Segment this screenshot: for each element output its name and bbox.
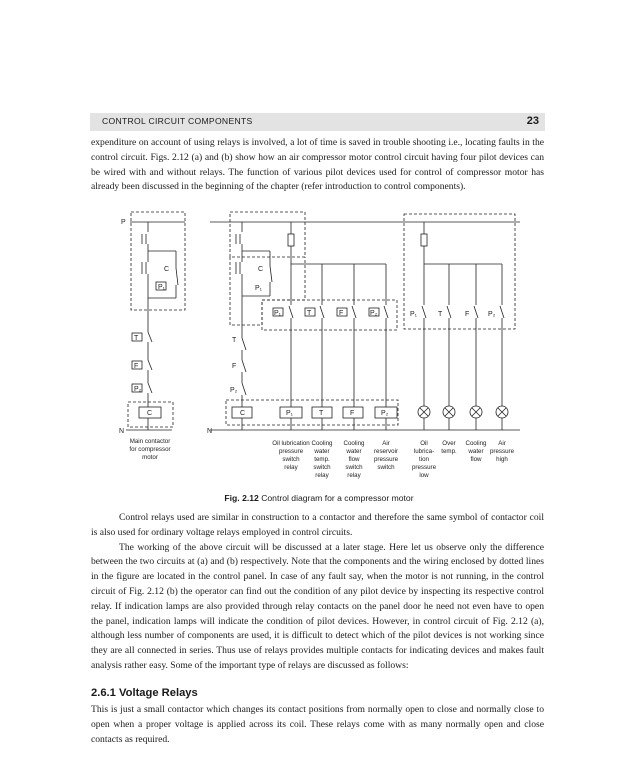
figure-caption [0,493,638,503]
pilot-label-a-0: P₁ [158,284,166,291]
lamp-label-2: Cooling water flow [465,440,487,463]
lamp-contact-3: P₂ [488,311,496,318]
series-label-b-2: F [232,363,237,370]
panel-box-a-top [131,212,185,310]
series-label-b-3: P₂ [230,387,238,394]
caption-label: Fig. 2.12 [224,493,259,503]
voltage-relays-paragraph [91,703,544,747]
device-label-0: Oil lubrication pressure switch relay [272,440,310,471]
lamp-contact-0: P₁ [410,311,418,318]
line-p-label: P [121,219,126,226]
main-contactor-label: Main contactor for compressor motor [129,438,171,461]
relay-coil-0: P₁ [286,410,294,417]
relay-contact-1: T [307,310,312,317]
lamp-contact-1: T [438,311,443,318]
relay-coil-2: F [350,410,355,417]
lamp-label-3: Air pressure high [489,440,515,463]
pilot-label-a-3: P₂ [134,386,142,393]
pilot-label-a-2: F [134,363,139,370]
indicator-lamp-icons [418,406,508,418]
lamp-label-0: Oil lubrica-tion pressure low [411,440,437,479]
section-heading: 2.6.1 Voltage Relays [91,687,198,699]
series-label-b-1: T [232,337,237,344]
page-number: 23 [526,115,539,127]
relay-coil-1: T [319,410,324,417]
holding-contact-label-a: C [164,266,170,273]
device-label-3: Air reservoir pressure switch [373,440,399,471]
relay-contact-0: P₁ [274,310,282,317]
intro-text: expenditure on account of using relays is involved, a lot of time is saved in trouble shooting i.e., locating faults in the control circuit. Figs. 2.12 (a) and (b) show how an air compressor motor control circuit having four pilot devices can be wired with and without relays. The function of various pilot devices used for control of compressor motor has already been discussed in the beginning of the chapter (refer introduction to control components). [91,137,544,193]
lamp-label-1: Over temp. [441,440,457,455]
section-title: CONTROL CIRCUIT COMPONENTS [102,116,253,126]
coil-label-b: C [240,410,246,417]
body-paragraphs [91,511,544,674]
device-label-1: Cooling water temp. switch relay [311,440,333,479]
working-paragraph: The working of the above circuit will be discussed at a later stage. Here let us observe only the difference between the two circuits at (a) and (b) respectively. Note that the components and the wiring enclosed by dotted lines in the figure are located in the control panel. In case of any fault say, when the motor is not running, in the control circuit of Fig. 2.12 (b) the operator can find out the condition of any pilot device by inspecting its respective control relay. If indication lamps are also provided through relay contacts on the panel door he need not even have to open the panel, indication lamps will indicate the condition of pilot devices. However, in control circuit of Fig. 2.12 (a), although less number of components are used, it is difficult to detect which of the pilot devices is not working since they are all connected in series. Thus use of relays provides multiple contacts for indicating devices and makes fault analysis rather easy. Some of the important type of relays are discussed as follows: [91,541,544,671]
holding-contact-label-b: C [258,266,264,273]
relays-construction-paragraph: Control relays used are similar in construction to a contactor and therefore the same symbol of contactor coil is also used for ordinary voltage relays employed in control circuits. [91,512,544,538]
device-labels [272,440,514,479]
series-label-b-0: P₁ [255,285,263,292]
coil-label-a: C [147,410,153,417]
panel-box-b-lamps [404,214,515,329]
relay-contact-3: P₂ [370,310,378,317]
line-n-label-a: N [119,428,125,435]
line-n-label-b: N [207,428,213,435]
pilot-label-a-1: T [134,335,139,342]
lamp-contact-2: F [465,311,470,318]
relay-contact-2: F [339,310,344,317]
device-label-2: Cooling water flow switch relay [343,440,365,479]
caption-text: Control diagram for a compressor motor [258,493,414,503]
voltage-relays-text: This is just a small contactor which changes its contact positions from normally open to close and normally close to open when a proper voltage is applied across its coil. These relays come with as many normally open and close contacts as required. [91,704,544,745]
relay-coil-3: P₂ [381,410,389,417]
